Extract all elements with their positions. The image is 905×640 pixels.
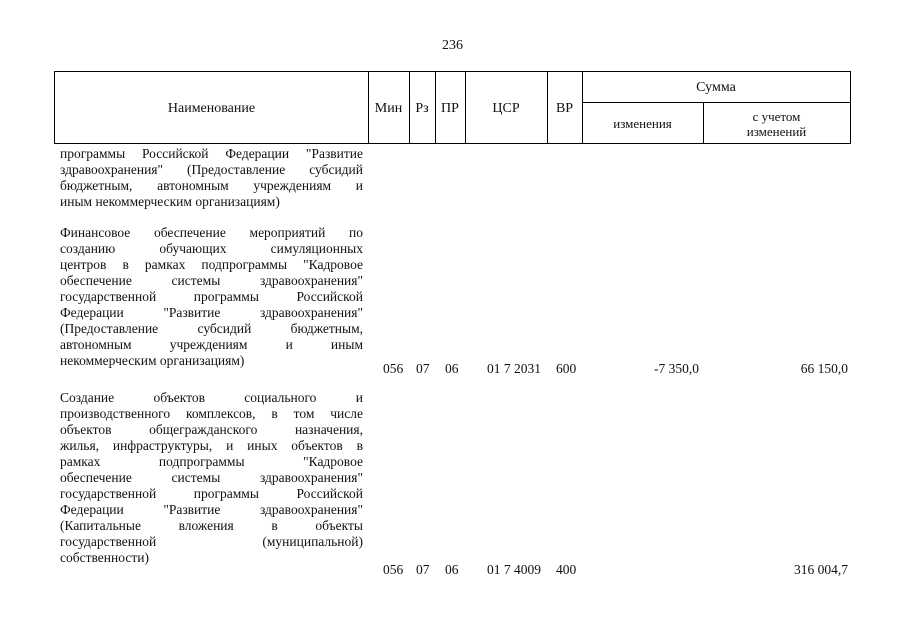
header-name: Наименование bbox=[167, 100, 256, 116]
row-2-csr: 01 7 4009 bbox=[487, 562, 541, 577]
row-2-total: 316 004,7 bbox=[794, 562, 848, 577]
row-1-line: центров в рамках подпрограммы "Кадровое bbox=[60, 257, 363, 272]
header-pr: ПР bbox=[441, 100, 459, 116]
row-2-min: 056 bbox=[383, 562, 404, 577]
header-with-change-line2: изменений bbox=[746, 123, 807, 139]
row-2-pr: 06 bbox=[445, 562, 459, 577]
row-1-line: государственной программы Российской bbox=[60, 289, 363, 304]
row-2-line: производственного комплексов, в том числе bbox=[60, 406, 363, 421]
row-2-line: рамках подпрограммы "Кадровое bbox=[60, 454, 363, 469]
row-1-change: -7 350,0 bbox=[654, 361, 699, 376]
row-1-csr: 01 7 2031 bbox=[487, 361, 541, 376]
row-2-line: жилья, инфраструктуры, и иных объектов в bbox=[60, 438, 363, 453]
row-2-line: Создание объектов социального и bbox=[60, 390, 363, 405]
row-1-rz: 07 bbox=[416, 361, 430, 376]
header-change: изменения bbox=[613, 116, 672, 131]
header-rz: Рз bbox=[415, 100, 429, 116]
row-2-line: (Капитальные вложения в объекты bbox=[60, 518, 363, 533]
row-1-line: Федерации "Развитие здравоохранения" bbox=[60, 305, 363, 320]
row-2-rz: 07 bbox=[416, 562, 430, 577]
table-header bbox=[54, 71, 851, 144]
page-number: 236 bbox=[442, 38, 463, 53]
header-min: Мин bbox=[374, 100, 403, 116]
header-csr: ЦСР bbox=[492, 100, 520, 116]
row-1-pr: 06 bbox=[445, 361, 459, 376]
header-with-change bbox=[703, 103, 850, 144]
row-1-line: созданию обучающих симуляционных bbox=[60, 241, 363, 256]
row-2-name bbox=[60, 390, 363, 566]
row-1-name bbox=[60, 225, 363, 369]
row-1-vr: 600 bbox=[556, 361, 577, 376]
header-with-change-line1: с учетом bbox=[752, 108, 801, 124]
row-2-line: объектов общегражданского назначения, bbox=[60, 422, 363, 437]
row-1-total: 66 150,0 bbox=[800, 361, 848, 376]
row-0-line: иным некоммерческим организациям) bbox=[60, 194, 280, 209]
row-2-vr: 400 bbox=[556, 562, 577, 577]
row-1-line: автономным учреждениям и иным bbox=[60, 337, 363, 352]
row-2-line: государственной программы Российской bbox=[60, 486, 363, 501]
row-2-line: государственной (муниципальной) bbox=[60, 534, 363, 549]
row-1-line: обеспечение системы здравоохранения" bbox=[60, 273, 363, 288]
row-1-line: Финансовое обеспечение мероприятий по bbox=[60, 225, 363, 240]
row-1-line: (Предоставление субсидий бюджетным, bbox=[60, 321, 363, 336]
row-0-line: программы Российской Федерации "Развитие bbox=[60, 146, 363, 161]
row-2-line: обеспечение системы здравоохранения" bbox=[60, 470, 363, 485]
row-0-name bbox=[60, 146, 363, 210]
row-2-line: Федерации "Развитие здравоохранения" bbox=[60, 502, 363, 517]
row-2-line: собственности) bbox=[60, 550, 149, 565]
row-0-line: бюджетным, автономным учреждениям и bbox=[60, 178, 363, 193]
header-vr: ВР bbox=[555, 100, 574, 116]
row-1-min: 056 bbox=[383, 361, 404, 376]
header-sum: Сумма bbox=[696, 79, 736, 95]
row-1-line: некоммерческим организациям) bbox=[60, 353, 245, 368]
row-0-line: здравоохранения" (Предоставление субсидий bbox=[60, 162, 363, 177]
